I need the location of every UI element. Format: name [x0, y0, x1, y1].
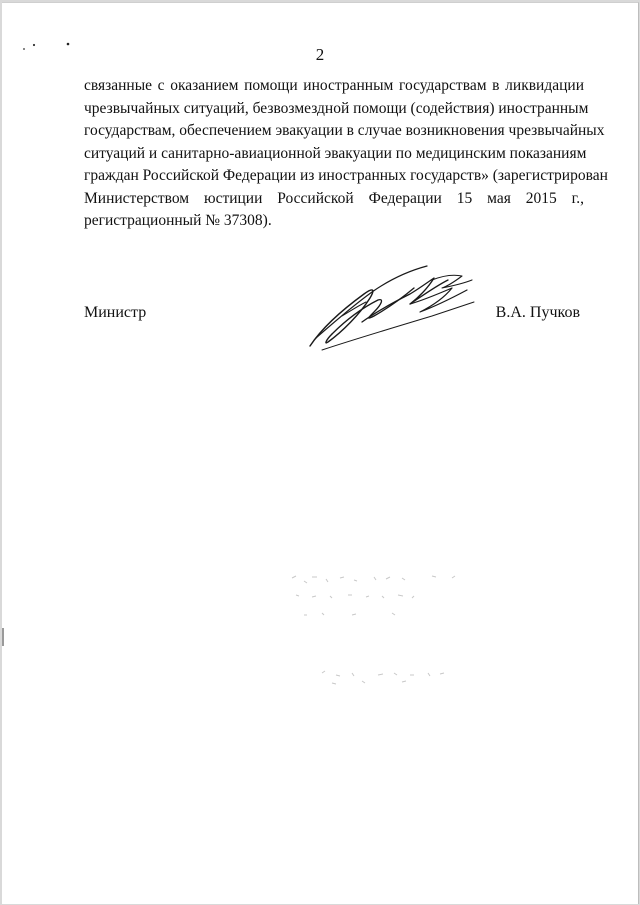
signatory-title: Министр [84, 304, 147, 321]
page-number: 2 [315, 45, 325, 64]
scan-edge-mark [2, 628, 4, 646]
body-line: государствам, обеспечением эвакуации в случае возникновения чрезвычайных [84, 122, 605, 139]
body-line: регистрационный № 37308). [84, 212, 272, 229]
body-line: чрезвычайных ситуаций, безвозмездной помощи (содействия) иностранным [84, 99, 589, 117]
body-paragraph [84, 75, 608, 233]
faint-stamp-icon [282, 563, 482, 693]
document-page [2, 2, 639, 904]
body-line: Министерством юстиции Российской Федерации 15 мая 2015 г., [84, 189, 584, 207]
body-line: связанные с оказанием помощи иностранным государствам в ликвидации [84, 77, 584, 94]
body-line: ситуаций и санитарно-авиационной эвакуации по медицинским показаниям [84, 144, 587, 162]
signature-icon [302, 258, 487, 358]
body-line: граждан Российской Федерации из иностранных государств» (зарегистрирован [84, 167, 608, 184]
signatory-name: В.А. Пучков [495, 304, 580, 321]
